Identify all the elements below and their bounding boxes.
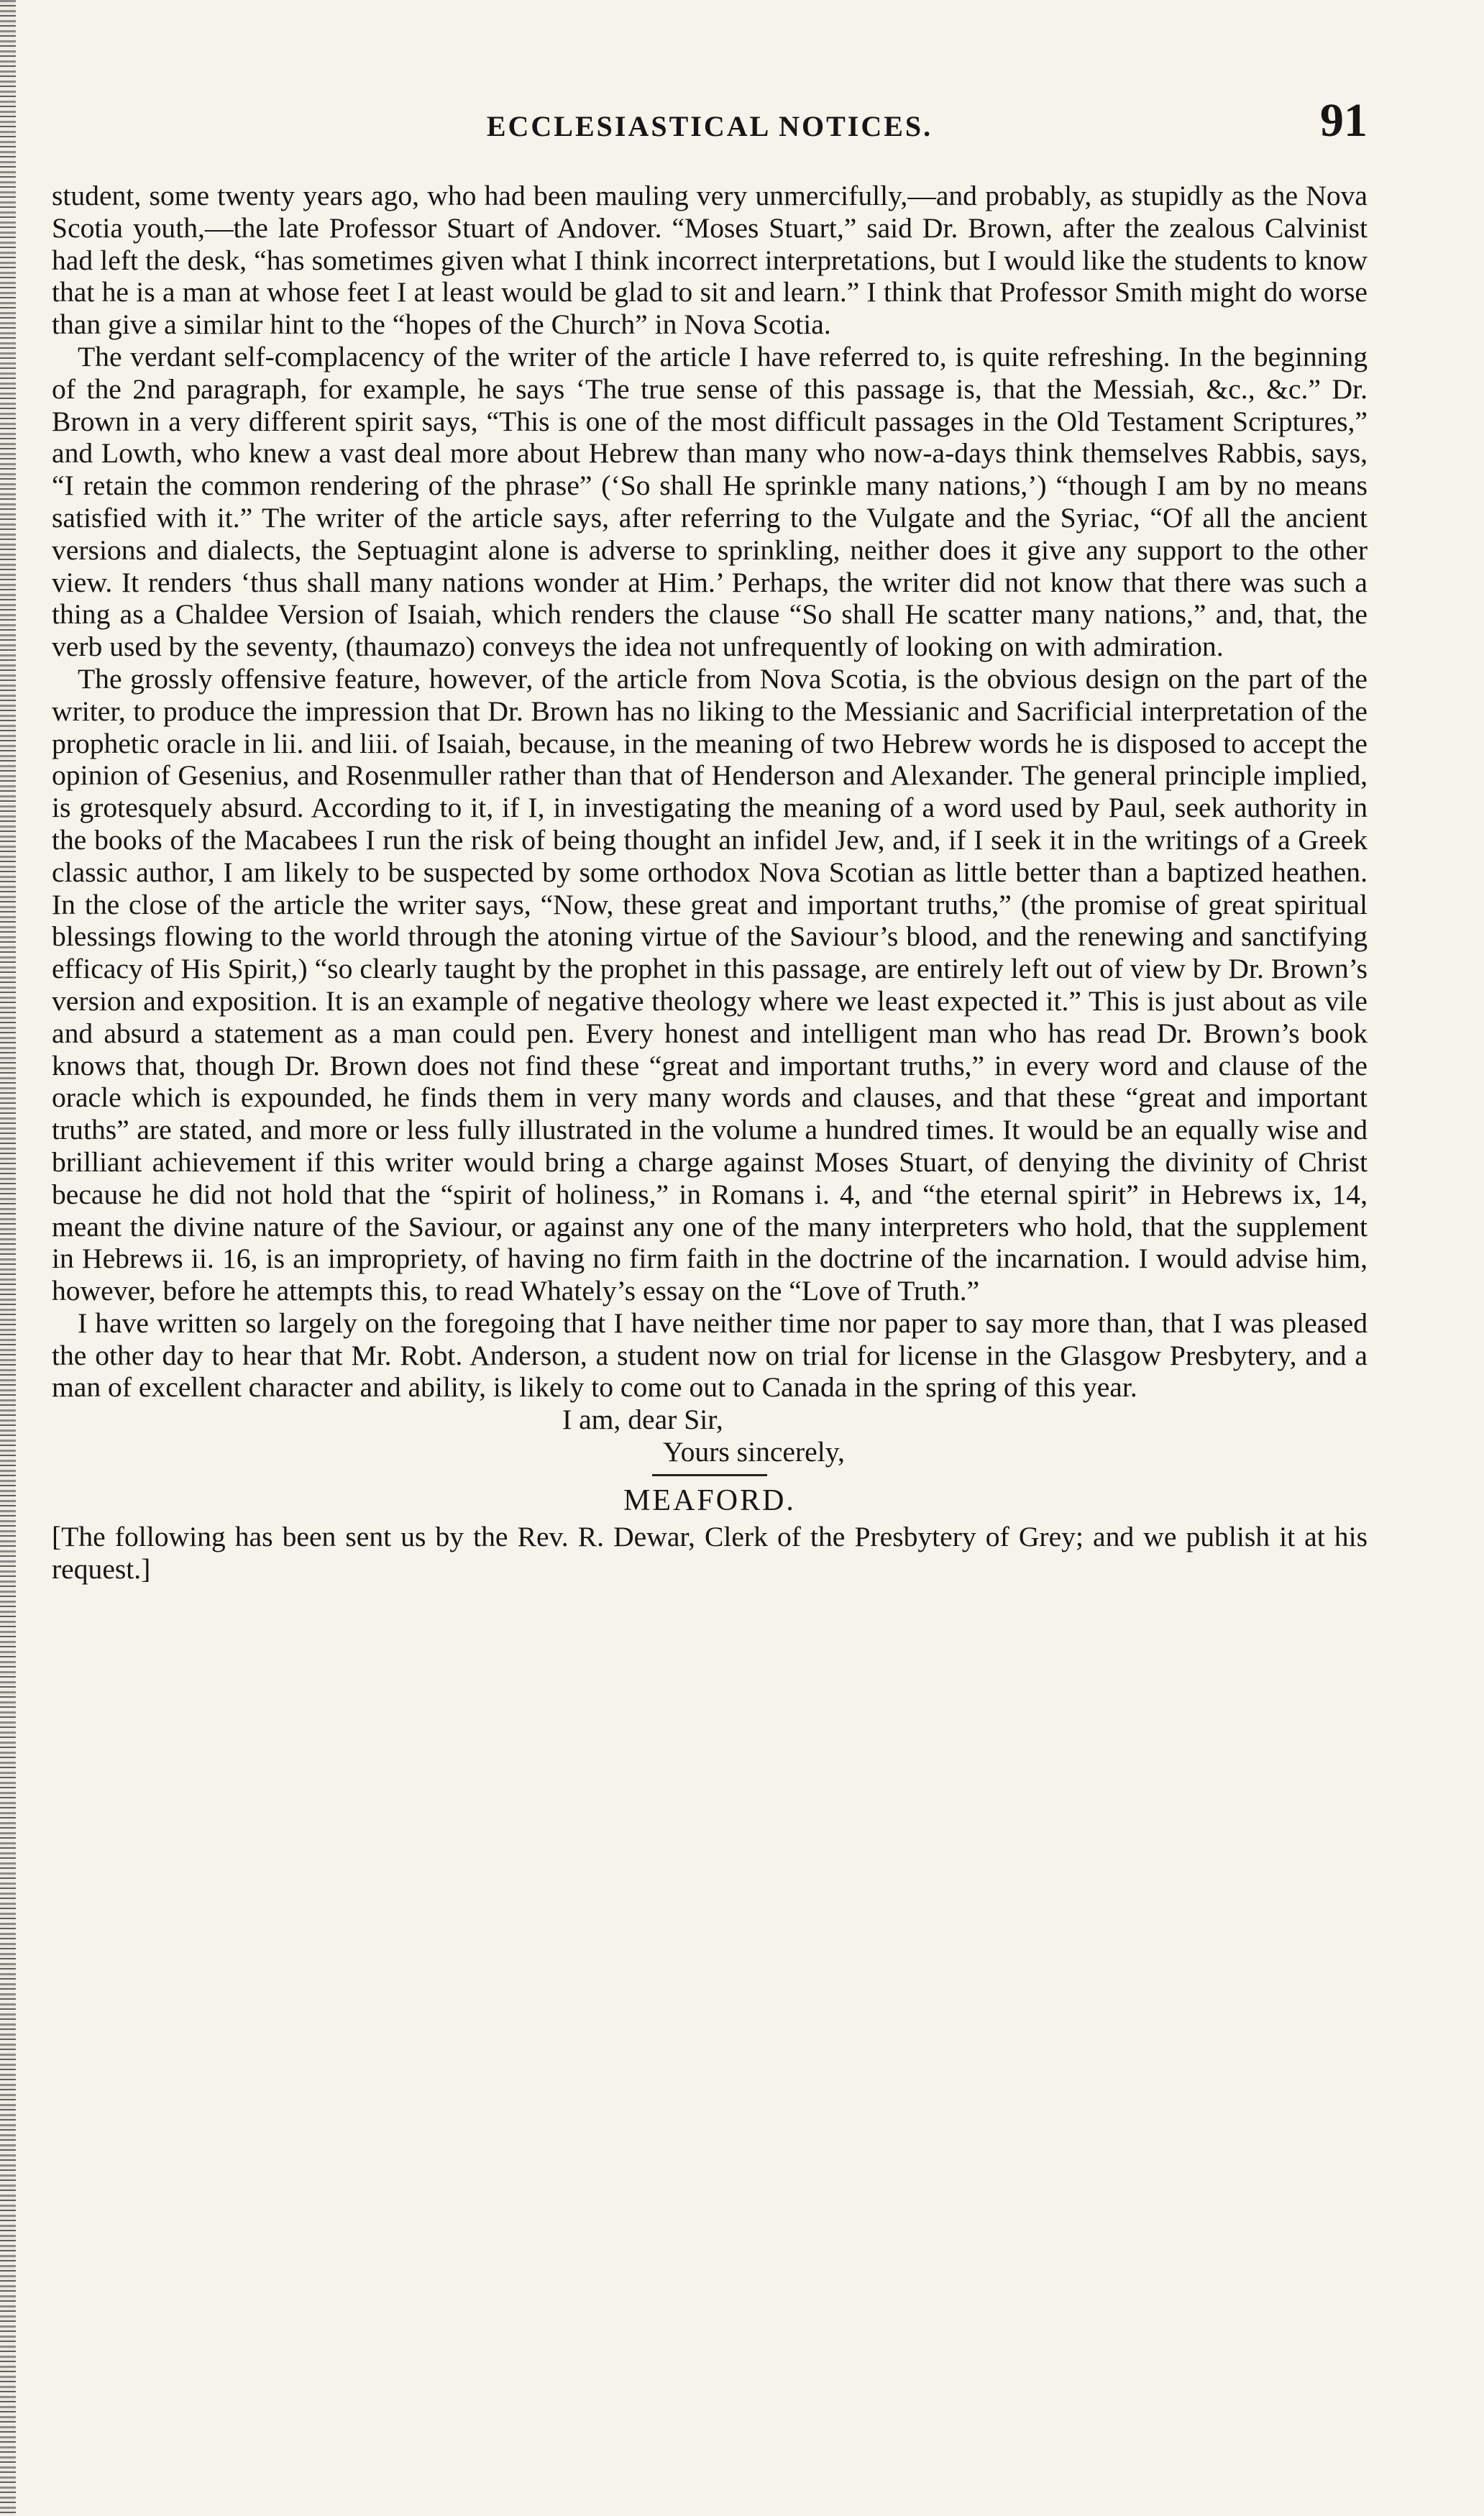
closing-valediction: Yours sincerely, <box>663 1436 845 1468</box>
paragraph: student, some twenty years ago, who had been mauling very unmercifully,—and probably, as stupidly as the Nova Scotia youth,—the late Professor Stuart of Andover. “Moses Stuart,” said Dr. Brown, after the zealous Calvinist had left the desk, “has sometimes given what I think incorrect interpretations, but I would like the students to know that he is a man at whose feet I at least would be glad to sit and learn.” I think that Professor Smith might do worse than give a similar hint to the “hopes of the Church” in Nova Scotia. <box>52 180 1368 341</box>
closing-salutation: I am, dear Sir, <box>562 1404 723 1436</box>
paragraph: The verdant self-complacency of the writer of the article I have referred to, is quite refreshing. In the beginning of the 2nd paragraph, for example, he says ‘The true sense of this passage is, that the Messiah, &c., &c.” Dr. Brown in a very different spirit says, “This is one of the most difficult passages in the Old Testament Scriptures,” and Lowth, who knew a vast deal more about Hebrew than many who now-a-days think themselves Rabbis, says, “I retain the common rendering of the phrase” (‘So shall He sprinkle many nations,’) “though I am by no means satisfied with it.” The writer of the article says, after referring to the Vulgate and the Syriac, “Of all the ancient versions and dialects, the Septuagint alone is adverse to sprinkling, neither does it give any support to the other view. It renders ‘thus shall many nations wonder at Him.’ Perhaps, the writer did not know that there was such a thing as a Chaldee Version of Isaiah, which renders the clause “So shall He scatter many nations,” and, that, the verb used by the seventy, (thaumazo) conveys the idea not unfrequently of looking on with admiration. <box>52 340 1368 663</box>
paragraph: I have written so largely on the foregoing that I have neither time nor paper to say more than, that I was pleased the other day to hear that Mr. Robt. Anderson, a student now on trial for license in the Glasgow Presbytery, and a man of excellent character and ability, is likely to come out to Canada in the spring of this year. <box>52 1307 1368 1404</box>
page-number: 91 <box>1320 94 1368 147</box>
paragraph: The grossly offensive feature, however, of the article from Nova Scotia, is the obvious design on the part of the writer, to produce the impression that Dr. Brown has no liking to the Messianic and Sacrificial interpretation of the prophetic oracle in lii. and liii. of Isaiah, because, in the meaning of two Hebrew words he is disposed to accept the opinion of Gesenius, and Rosenmuller rather than that of Henderson and Alexander. The general principle implied, is grotesquely absurd. According to it, if I, in investigating the meaning of a word used by Paul, seek authority in the books of the Macabees I run the risk of being thought an infidel Jew, and, if I seek it in the writings of a Greek classic author, I am likely to be suspected by some orthodox Nova Scotian as little better than a baptized heathen. In the close of the article the writer says, “Now, these great and important truths,” (the promise of great spiritual blessings flowing to the world through the atoning virtue of the Saviour’s blood, and the renewing and sanctifying efficacy of His Spirit,) “so clearly taught by the prophet in this passage, are entirely left out of view by Dr. Brown’s version and exposition. It is an example of negative theology where we least expected it.” This is just about as vile and absurd a statement as a man could pen. Every honest and intelligent man who has read Dr. Brown’s book knows that, though Dr. Brown does not find these “great and important truths,” in every word and clause of the oracle which is expounded, he finds them in very many words and clauses, and that these “great and important truths” are stated, and more or less fully illustrated in the volume a hundred times. It would be an equally wise and brilliant achievement if this writer would bring a charge against Moses Stuart, of denying the divinity of Christ because he did not hold that the “spirit of holiness,” in Romans i. 4, and “the eternal spirit” in Hebrews ix, 14, meant the divine nature of the Saviour, or against any one of the many interpreters who hold, that the supplement in Hebrews ii. 16, is an impropriety, of having no firm faith in the doctrine of the incarnation. I would advise him, however, before he attempts this, to read Whately’s essay on the “Love of Truth.” <box>52 662 1368 1307</box>
page-header <box>52 93 1368 180</box>
article-body <box>52 180 1368 1404</box>
section-heading: MEAFORD. <box>623 1483 796 1517</box>
section-divider <box>652 1474 767 1476</box>
book-spine-edge <box>0 0 16 2516</box>
document-page <box>52 93 1368 1585</box>
editor-note <box>52 1521 1368 1586</box>
editor-note-text: [The following has been sent us by the Rev. R. Dewar, Clerk of the Presbytery of Grey; and we publish it at his request.] <box>52 1520 1368 1585</box>
running-head: ECCLESIASTICAL NOTICES. <box>486 110 933 142</box>
letter-closing <box>52 1404 1368 1468</box>
